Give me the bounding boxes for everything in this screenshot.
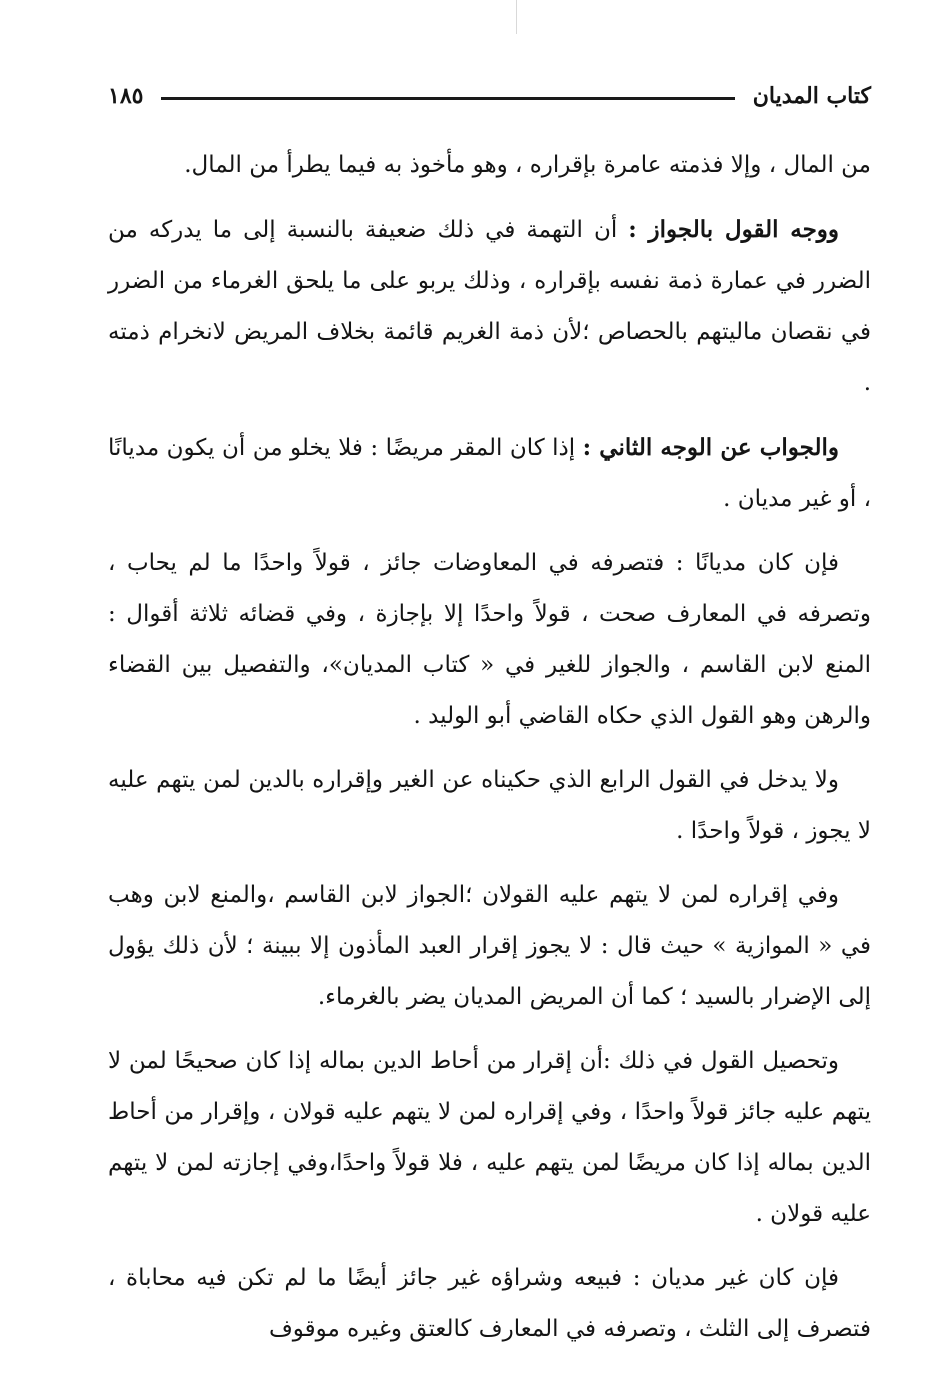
paragraph — [108, 755, 871, 857]
paragraph — [108, 538, 871, 742]
paragraph — [108, 1036, 871, 1240]
running-header — [108, 74, 871, 118]
paragraph — [108, 870, 871, 1023]
paragraph — [108, 422, 871, 525]
paragraph — [108, 204, 871, 409]
paragraph-text: فإن كان غير مديان : فبيعه وشراؤه غير جائز أيضًا ما لم تكن فيه محاباة ، فتصرف إلى الثلث ، وتصرفه في المعارف كالعتق وغيره موقوف — [108, 1265, 871, 1342]
paragraph-text: أن التهمة في ذلك ضعيفة بالنسبة إلى ما يدركه من الضرر في عمارة ذمة نفسه بإقراره ، وذلك يربو على ما يلحق الغرماء من الضرر في نقصان ماليتهم بالحصاص ؛لأن ذمة الغريم قائمة بخلاف المريض لانخرام ذمته . — [108, 217, 871, 396]
scan-artifact-line — [516, 0, 517, 34]
paragraph-text: إذا كان المقر مريضًا : فلا يخلو من أن يكون مديانًا ، أو غير مديان . — [108, 435, 871, 512]
paragraph-text: من المال ، وإلا فذمته عامرة بإقراره ، وهو مأخوذ به فيما يطرأ من المال. — [184, 152, 871, 178]
paragraph-text: وفي إقراره لمن لا يتهم عليه القولان ؛الجواز لابن القاسم ،والمنع لابن وهب في « الموازية » حيث قال : لا يجوز إقرار العبد المأذون إلا ببينة ؛ لأن ذلك يؤول إلى الإضرار بالسيد ؛ كما أن المريض المديان يضر بالغرماء. — [108, 882, 871, 1010]
paragraph-text: ولا يدخل في القول الرابع الذي حكيناه عن الغير وإقراره بالدين لمن يتهم عليه لا يجوز ، قولاً واحدًا . — [108, 767, 871, 844]
running-title: كتاب المديان — [752, 83, 871, 109]
header-rule — [161, 97, 734, 100]
paragraph-heading: ووجه القول بالجواز : — [628, 216, 839, 243]
page-number: ١٨٥ — [108, 83, 144, 109]
main-text — [108, 140, 871, 1368]
paragraph — [108, 140, 871, 191]
paragraph-text: فإن كان مديانًا : فتصرفه في المعاوضات جائز ، قولاً واحدًا ما لم يحاب ، وتصرفه في المعارف صحت ، قولاً واحدًا إلا بإجازة ، وفي قضائه ثلاثة أقوال : المنع لابن القاسم ، والجواز للغير في « كتاب المديان»، والتفصيل بين القضاء والرهن وهو القول الذي حكاه القاضي أبو الوليد . — [108, 550, 871, 729]
paragraph — [108, 1253, 871, 1355]
paragraph-heading: والجواب عن الوجه الثاني : — [582, 434, 839, 461]
paragraph-text: وتحصيل القول في ذلك :أن إقرار من أحاط الدين بماله إذا كان صحيحًا لمن لا يتهم عليه جائز قولاً واحدًا ، وفي إقراره لمن لا يتهم عليه قولان ، وإقرار من أحاط الدين بماله إذا كان مريضًا لمن يتهم عليه ، فلا قولاً واحدًا،وفي إجازته لمن لا يتهم عليه قولان . — [108, 1048, 871, 1227]
